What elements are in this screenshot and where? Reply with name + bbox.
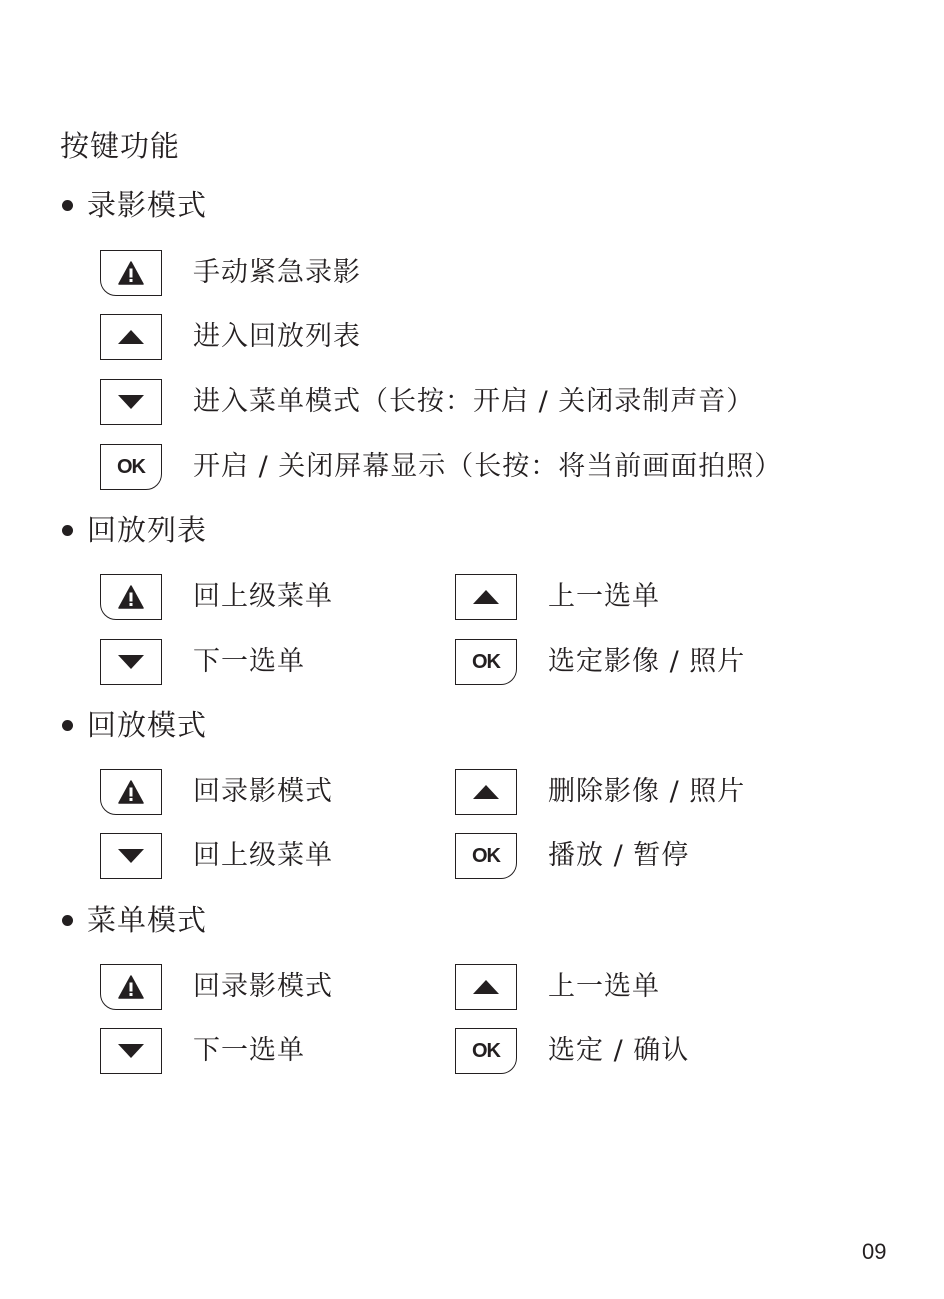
bullet-icon [62,200,73,211]
key-row [455,573,660,621]
down-button[interactable] [100,379,162,425]
section-heading-playback-mode [60,707,207,743]
key-row [455,638,745,686]
key-description: 手动紧急录影 [193,257,361,288]
section-heading-text: 录影模式 [87,188,208,222]
ok-button[interactable] [455,1028,517,1074]
up-triangle-icon [473,980,499,994]
key-description: 选定影像 / 照片 [548,646,746,677]
down-triangle-icon [118,395,144,409]
key-row [100,1027,305,1075]
key-description: 回上级菜单 [193,581,333,612]
key-row [100,573,333,621]
section-heading-menu-mode [60,902,207,938]
key-row [100,832,333,880]
key-row [455,768,745,816]
ok-button[interactable] [100,444,162,490]
warning-triangle-icon [118,780,144,804]
down-triangle-icon [118,655,144,669]
up-triangle-icon [473,785,499,799]
page-number: 09 [862,1239,887,1264]
up-button[interactable] [100,314,162,360]
up-triangle-icon [118,330,144,344]
key-description: 删除影像 / 照片 [548,776,746,807]
down-button[interactable] [100,833,162,879]
key-row [100,768,333,816]
down-button[interactable] [100,1028,162,1074]
up-button[interactable] [455,769,517,815]
ok-label: OK [472,650,500,673]
ok-button[interactable] [455,833,517,879]
key-row [455,963,660,1011]
key-row [100,963,333,1011]
key-description: 进入回放列表 [193,321,361,352]
key-row [100,313,361,361]
key-row [100,378,754,426]
section-heading-text: 菜单模式 [87,903,208,937]
key-description: 播放 / 暂停 [548,840,690,871]
ok-button[interactable] [455,639,517,685]
up-triangle-icon [473,590,499,604]
page-title: 按键功能 [60,129,181,163]
warning-triangle-icon [118,261,144,285]
key-description: 回上级菜单 [193,840,333,871]
down-button[interactable] [100,639,162,685]
key-description: 上一选单 [548,971,660,1002]
key-description: 回录影模式 [193,776,333,807]
warning-triangle-icon [118,585,144,609]
emergency-record-button[interactable] [100,574,162,620]
down-triangle-icon [118,1044,144,1058]
ok-label: OK [472,1039,500,1062]
key-description: 回录影模式 [193,971,333,1002]
section-heading-text: 回放列表 [87,513,208,547]
key-description: 开启 / 关闭屏幕显示（长按：将当前画面拍照） [193,451,783,482]
emergency-record-button[interactable] [100,769,162,815]
section-heading-record-mode [60,187,207,223]
key-row [455,832,689,880]
ok-label: OK [117,455,145,478]
up-button[interactable] [455,964,517,1010]
key-row [100,249,361,297]
key-description: 上一选单 [548,581,660,612]
down-triangle-icon [118,849,144,863]
warning-triangle-icon [118,975,144,999]
ok-label: OK [472,844,500,867]
key-description: 选定 / 确认 [548,1035,690,1066]
key-row [100,443,782,491]
bullet-icon [62,915,73,926]
key-row [100,638,305,686]
key-description: 下一选单 [193,646,305,677]
emergency-record-button[interactable] [100,250,162,296]
section-heading-playback-list [60,512,207,548]
up-button[interactable] [455,574,517,620]
emergency-record-button[interactable] [100,964,162,1010]
key-description: 下一选单 [193,1035,305,1066]
bullet-icon [62,525,73,536]
bullet-icon [62,720,73,731]
section-heading-text: 回放模式 [87,708,208,742]
key-row [455,1027,689,1075]
key-description: 进入菜单模式（长按：开启 / 关闭录制声音） [193,386,755,417]
